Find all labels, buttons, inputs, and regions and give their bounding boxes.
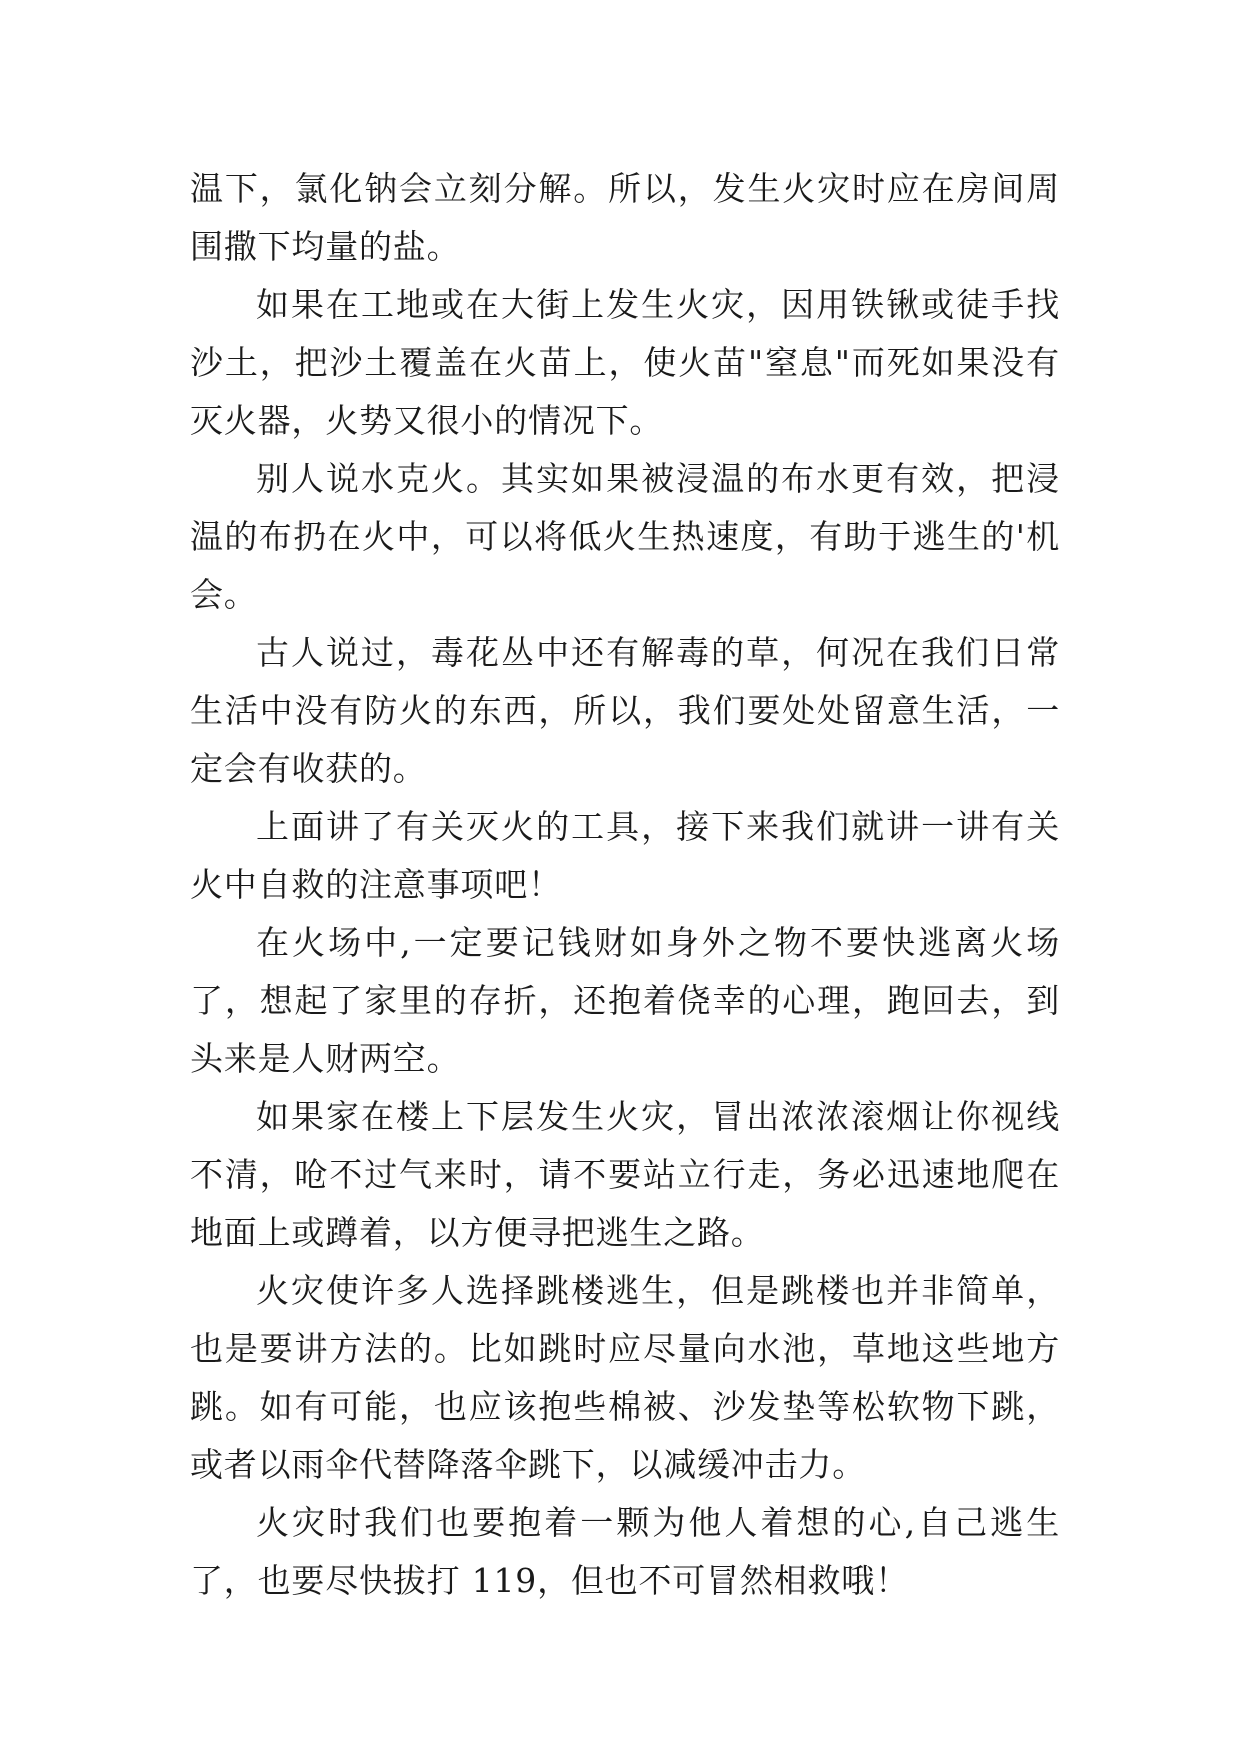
paragraph-2: 如果在工地或在大街上发生火灾，因用铁锹或徒手找沙土，把沙土覆盖在火苗上，使火苗"窒息"而死如果没有灭火器，火势又很小的情况下。 [190,285,1060,440]
document-body [190,160,1060,1610]
paragraph-7: 如果家在楼上下层发生火灾，冒出浓浓滚烟让你视线不清，呛不过气来时，请不要站立行走，务必迅速地爬在地面上或蹲着，以方便寻把逃生之路。 [190,1097,1060,1252]
paragraph-8: 火灾使许多人选择跳楼逃生，但是跳楼也并非简单，也是要讲方法的。比如跳时应尽量向水池，草地这些地方跳。如有可能，也应该抱些棉被、沙发垫等松软物下跳，或者以雨伞代替降落伞跳下，以减缓冲击力。 [190,1271,1060,1484]
paragraph-5: 上面讲了有关灭火的工具，接下来我们就讲一讲有关火中自救的注意事项吧！ [190,807,1060,904]
paragraph-3: 别人说水克火。其实如果被浸温的布水更有效，把浸温的布扔在火中，可以将低火生热速度，有助于逃生的'机会。 [190,459,1060,614]
paragraph-4: 古人说过，毒花丛中还有解毒的草，何况在我们日常生活中没有防火的东西，所以，我们要处处留意生活，一定会有收获的。 [190,633,1060,788]
paragraph-1: 温下，氯化钠会立刻分解。所以，发生火灾时应在房间周围撒下均量的盐。 [190,169,1060,266]
paragraph-6: 在火场中,一定要记钱财如身外之物不要快逃离火场了，想起了家里的存折，还抱着侥幸的心理，跑回去，到头来是人财两空。 [190,923,1060,1078]
paragraph-9: 火灾时我们也要抱着一颗为他人着想的心,自己逃生了，也要尽快拔打 119，但也不可冒然相救哦！ [190,1503,1060,1600]
